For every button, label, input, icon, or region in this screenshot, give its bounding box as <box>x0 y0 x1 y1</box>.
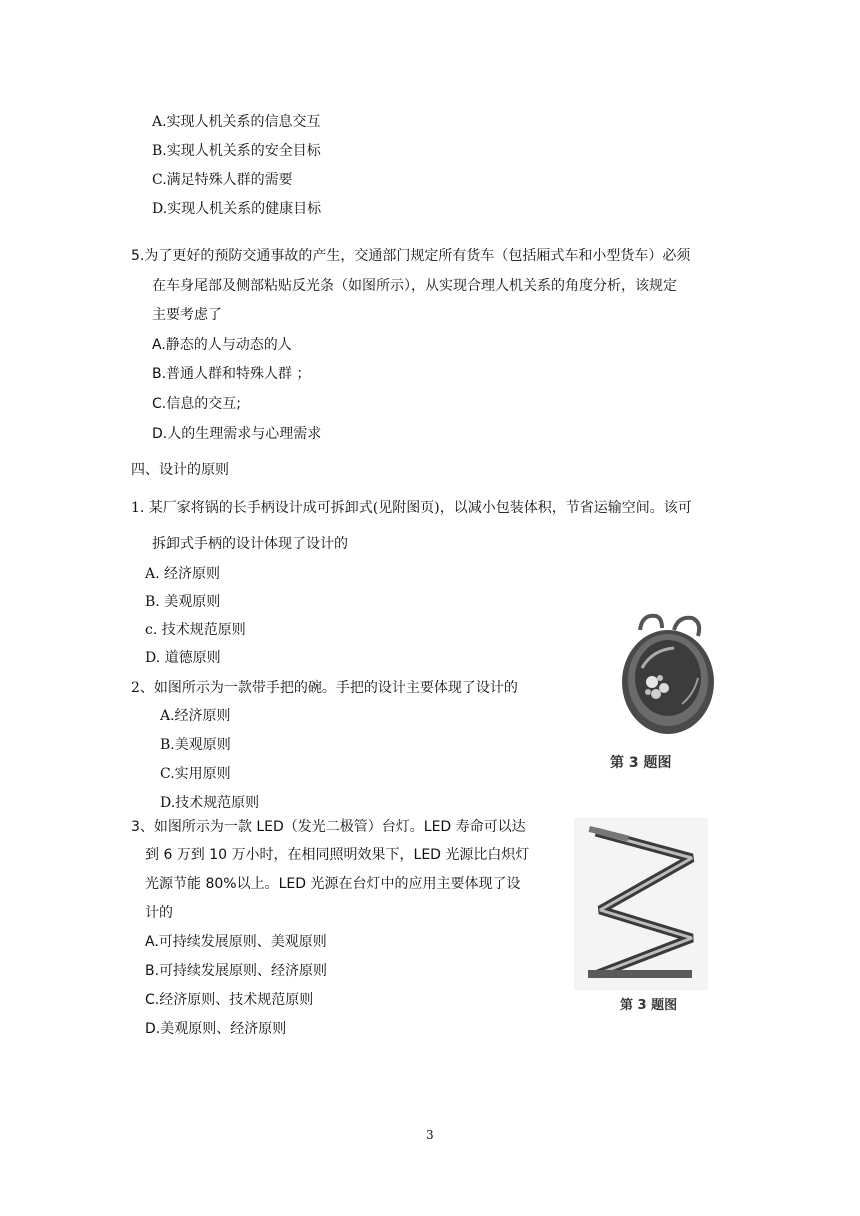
q5-stem-line-1: 5.为了更好的预防交通事故的产生，交通部门规定所有货车（包括厢式车和小型货车）必须 <box>131 248 691 264</box>
q5-option-c: C.信息的交互; <box>152 396 241 412</box>
s4q3-option-b: B.可持续发展原则、经济原则 <box>145 963 328 979</box>
s4q3-stem-line-4: 计的 <box>145 905 173 921</box>
q4-option-b: B.实现人机关系的安全目标 <box>152 143 321 159</box>
page-number: 3 <box>426 1128 434 1142</box>
s4q3-stem-line-3: 光源节能 80%以上。LED 光源在台灯中的应用主要体现了设 <box>145 876 521 892</box>
q4-option-c: C.满足特殊人群的需要 <box>152 172 293 188</box>
q5-option-b: B.普通人群和特殊人群 ； <box>152 366 311 382</box>
s4q1-option-b: B. 美观原则 <box>145 594 221 610</box>
q5-stem-line-2: 在车身尾部及侧部粘贴反光条（如图所示），从实现合理人机关系的角度分析，该规定 <box>152 278 677 294</box>
s4q3-option-d: D.美观原则、经济原则 <box>145 1021 287 1037</box>
s4q3-stem-line-2: 到 6 万到 10 万小时，在相同照明效果下，LED 光源比白炽灯 <box>145 847 530 863</box>
led-desk-lamp-icon <box>574 818 708 990</box>
s4q3-option-a: A.可持续发展原则、美观原则 <box>145 934 327 950</box>
s4q2-option-d: D.技术规范原则 <box>160 795 260 811</box>
s4q2-option-c: C.实用原则 <box>160 766 231 782</box>
q5-option-d: D.人的生理需求与心理需求 <box>152 426 322 442</box>
bowl-with-handles-icon <box>612 608 722 746</box>
s4q2-stem: 2、如图所示为一款带手把的碗。手把的设计主要体现了设计的 <box>131 680 518 696</box>
s4q2-option-b: B.美观原则 <box>160 737 231 753</box>
bowl-figure-caption: 第 3 题图 <box>610 755 672 771</box>
s4q3-stem-line-1: 3、如图所示为一款 LED（发光二极管）台灯。LED 寿命可以达 <box>131 819 526 835</box>
q5-stem-line-3: 主要考虑了 <box>152 307 222 323</box>
s4q1-option-a: A. 经济原则 <box>145 566 221 582</box>
s4q3-option-c: C.经济原则、技术规范原则 <box>145 992 314 1008</box>
s4q1-stem-line-1: 1. 某厂家将锅的长手柄设计成可拆卸式(见附图页)，以减小包装体积，节省运输空间。该可 <box>131 500 692 516</box>
s4q1-option-c: c. 技术规范原则 <box>145 622 246 638</box>
lamp-figure-caption: 第 3 题图 <box>620 998 678 1013</box>
s4q2-option-a: A.经济原则 <box>160 708 231 724</box>
section-title: 四、设计的原则 <box>131 462 229 478</box>
s4q1-stem-line-2: 拆卸式手柄的设计体现了设计的 <box>152 536 348 552</box>
s4q1-option-d: D. 道德原则 <box>145 650 221 666</box>
q4-option-a: A.实现人机关系的信息交互 <box>152 114 321 130</box>
q4-option-d: D.实现人机关系的健康目标 <box>152 201 322 217</box>
q5-option-a: A.静态的人与动态的人 <box>152 337 292 353</box>
